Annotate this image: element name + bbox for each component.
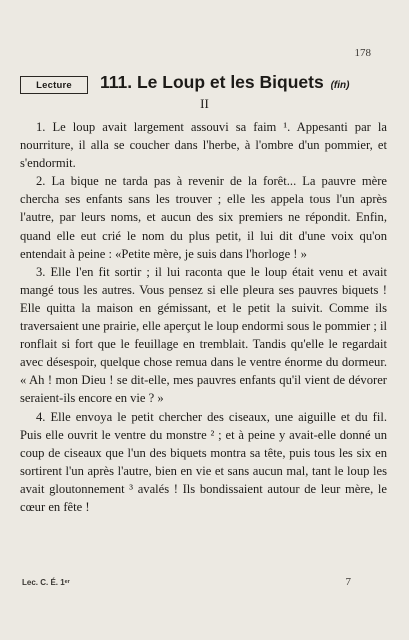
- chapter-title-suffix: (fin): [330, 80, 350, 91]
- paragraph-2: 2. La bique ne tarda pas à revenir de la forêt... La pauvre mère chercha ses enfants sans les trouver ; elle les appela tous l'un après l'autre, par leurs noms, et aucun des six premiers ne répondit. Enfin, quand elle eut crié le nom du plus petit, il lui dit d'une voix qu'on entendait à peine : «Petite mère, je suis dans l'horloge ! »: [20, 174, 387, 261]
- lesson-label-box: Lecture: [20, 76, 88, 94]
- page-number: 178: [354, 47, 371, 59]
- paragraph-4: 4. Elle envoya le petit chercher des ciseaux, une aiguille et du fil. Puis elle ouvrit le ventre du monstre ² ; et à peine y avait-elle donné un coup de ciseaux que l'un des biquets montra sa tête, puis tous les six en sortirent l'un après l'autre, bien en vie et sans aucun mal, tant le loup les avait gloutonnement ³ avalés ! Ils bondissaient autour de leur mère, le cœur en fête !: [20, 409, 387, 514]
- footer-signature: Lec. C. É. 1ᵉʳ: [22, 578, 70, 587]
- section-heading: II: [200, 96, 209, 111]
- story-body: [20, 118, 387, 516]
- footer-sheet-number: 7: [345, 576, 351, 588]
- chapter-title-text: 111. Le Loup et les Biquets: [100, 72, 324, 92]
- chapter-title: [100, 72, 349, 93]
- paragraph-3: 3. Elle l'en fit sortir ; il lui raconta que le loup était venu et avait mangé tous les autres. Vous pensez si elle pleura ses pauvres biquets ! Elle quitta la maison en gémissant, et le petit la suivit. Comme ils traversaient une prairie, elle aperçut le loup endormi sous le pommier ; il ronflait si fort que le feuillage en tremblait. Tandis qu'elle le regardait avec désespoir, quelque chose remua dans le ventre énorme du dormeur. « Ah ! mon Dieu ! se dit-elle, mes pauvres enfants qu'il vient de dévorer seraient-ils encore en vie ? »: [20, 264, 387, 406]
- paragraph-1: 1. Le loup avait largement assouvi sa faim ¹. Appesanti par la nourriture, il alla se coucher dans l'herbe, à l'ombre d'un pommier, et s'endormit.: [20, 120, 387, 171]
